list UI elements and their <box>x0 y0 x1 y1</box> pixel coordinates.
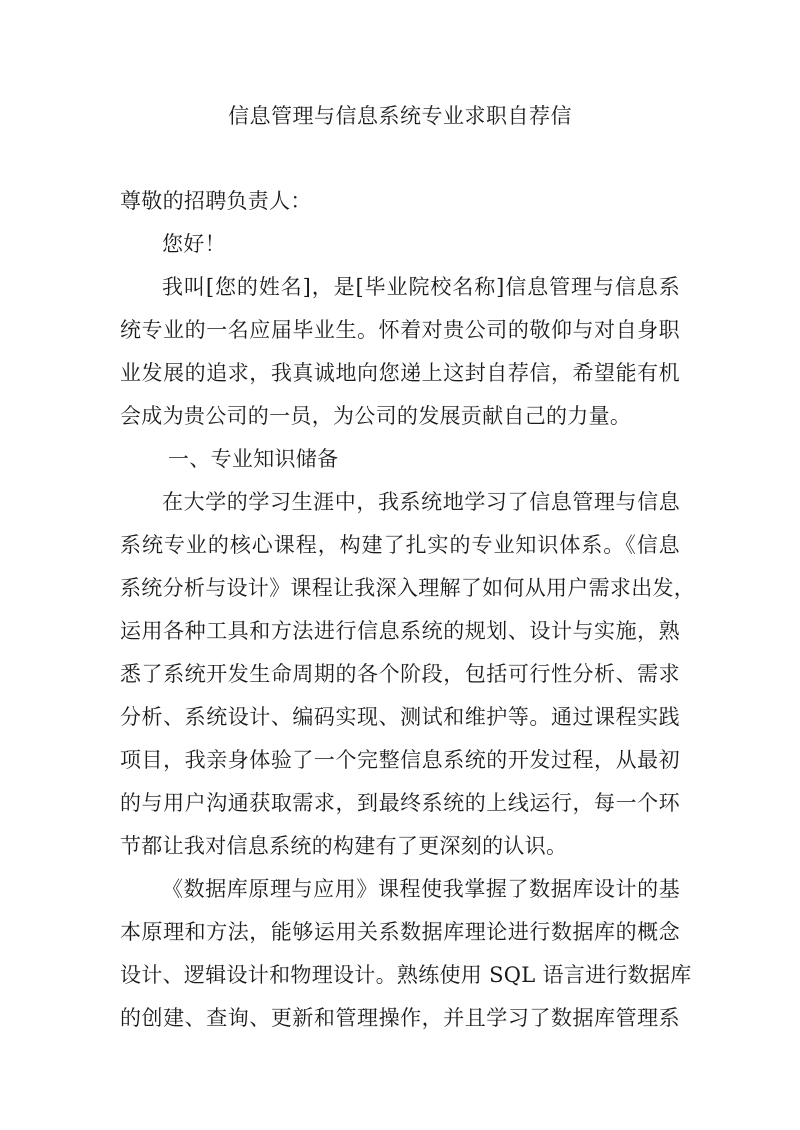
intro-line: 统专业的一名应届毕业生。怀着对贵公司的敬仰与对自身职 <box>120 318 680 342</box>
document-title: 信息管理与信息系统专业求职自荐信 <box>228 104 572 128</box>
intro-line: 会成为贵公司的一员，为公司的发展贡献自己的力量。 <box>120 404 632 428</box>
paragraph-line: 系统分析与设计》课程让我深入理解了如何从用户需求出发， <box>120 576 696 600</box>
paragraph-line: 项目，我亲身体验了一个完整信息系统的开发过程，从最初 <box>120 748 680 772</box>
paragraph-line: 运用各种工具和方法进行信息系统的规划、设计与实施，熟 <box>120 619 680 643</box>
paragraph-line: 在大学的学习生涯中，我系统地学习了信息管理与信息 <box>162 490 680 514</box>
salutation: 尊敬的招聘负责人： <box>120 189 312 213</box>
intro-line: 业发展的追求，我真诚地向您递上这封自荐信，希望能有机 <box>120 361 680 385</box>
paragraph-line: 系统专业的核心课程，构建了扎实的专业知识体系。《信息 <box>120 533 680 557</box>
paragraph-line: 节都让我对信息系统的构建有了更深刻的认识。 <box>120 834 568 858</box>
greeting: 您好！ <box>162 232 226 256</box>
paragraph-line: 悉了系统开发生命周期的各个阶段，包括可行性分析、需求 <box>120 662 680 686</box>
section-heading: 一、专业知识储备 <box>168 447 339 471</box>
intro-line: 我叫[您的姓名]，是[毕业院校名称]信息管理与信息系 <box>162 275 680 299</box>
paragraph-line: 分析、系统设计、编码实现、测试和维护等。通过课程实践 <box>120 705 680 729</box>
paragraph-line: 设计、逻辑设计和物理设计。熟练使用 SQL 语言进行数据库 <box>120 963 692 987</box>
paragraph-line: 《数据库原理与应用》课程使我掌握了数据库设计的基 <box>162 877 680 901</box>
paragraph-line: 的创建、查询、更新和管理操作，并且学习了数据库管理系 <box>120 1006 680 1030</box>
paragraph-line: 本原理和方法，能够运用关系数据库理论进行数据库的概念 <box>120 920 680 944</box>
paragraph-line: 的与用户沟通获取需求，到最终系统的上线运行，每一个环 <box>120 791 680 815</box>
